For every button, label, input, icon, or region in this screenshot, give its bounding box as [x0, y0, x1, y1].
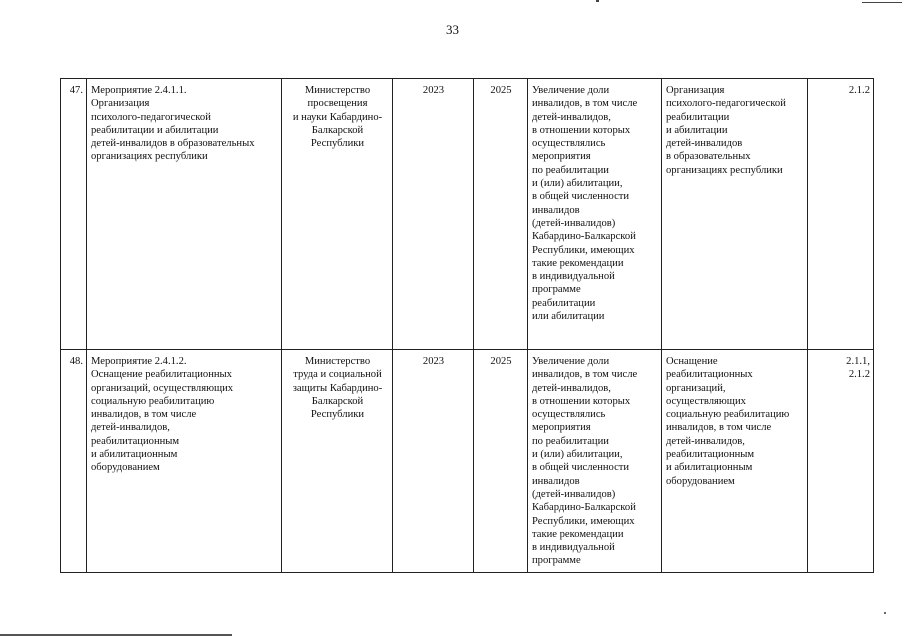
reference-cell: 2.1.1, 2.1.2 [808, 350, 874, 573]
scan-edge-line [0, 634, 232, 636]
reference-cell: 2.1.2 [808, 79, 874, 350]
year-start-cell: 2023 [393, 79, 474, 350]
row-number: 47. [61, 79, 87, 350]
ministry-cell: Министерство просвещения и науки Кабардино- Балкарской Республики [282, 79, 393, 350]
year-start-cell: 2023 [393, 350, 474, 573]
result-cell: Оснащение реабилитационных организаций, осуществляющих социальную реабилитацию инвалидов, в том числе детей-инвалидов, реабилитационным и абилитационным оборудованием [662, 350, 808, 573]
year-end-cell: 2025 [474, 350, 528, 573]
activity-cell: Мероприятие 2.4.1.1. Организация психолого-педагогической реабилитации и абилитации детей-инвалидов в образовательных организациях республики [87, 79, 282, 350]
scan-artifact [862, 2, 902, 3]
scan-artifact [596, 0, 599, 2]
table-row [61, 350, 874, 573]
activity-cell: Мероприятие 2.4.1.2. Оснащение реабилитационных организаций, осуществляющих социальную реабилитацию инвалидов, в том числе детей-инвалидов, реабилитационным и абилитационным оборудованием [87, 350, 282, 573]
indicator-cell: Увеличение доли инвалидов, в том числе детей-инвалидов, в отношении которых осуществлялись мероприятия по реабилитации и (или) абилитации, в общей численности инвалидов (детей-инвалидов) Кабардино-Балкарской Республики, имеющих такие рекомендации в индивидуальной программе [528, 350, 662, 573]
scan-artifact [884, 612, 886, 614]
indicator-cell: Увеличение доли инвалидов, в том числе детей-инвалидов, в отношении которых осуществлялись мероприятия по реабилитации и (или) абилитации, в общей численности инвалидов (детей-инвалидов) Кабардино-Балкарской Республики, имеющих такие рекомендации в индивидуальной программе реабилитации или абилитации [528, 79, 662, 350]
page-number: 33 [446, 22, 459, 37]
ministry-cell: Министерство труда и социальной защиты Кабардино- Балкарской Республики [282, 350, 393, 573]
activities-table [60, 78, 874, 573]
row-number: 48. [61, 350, 87, 573]
year-end-cell: 2025 [474, 79, 528, 350]
table-row [61, 79, 874, 350]
result-cell: Организация психолого-педагогической реабилитации и абилитации детей-инвалидов в образовательных организациях республики [662, 79, 808, 350]
